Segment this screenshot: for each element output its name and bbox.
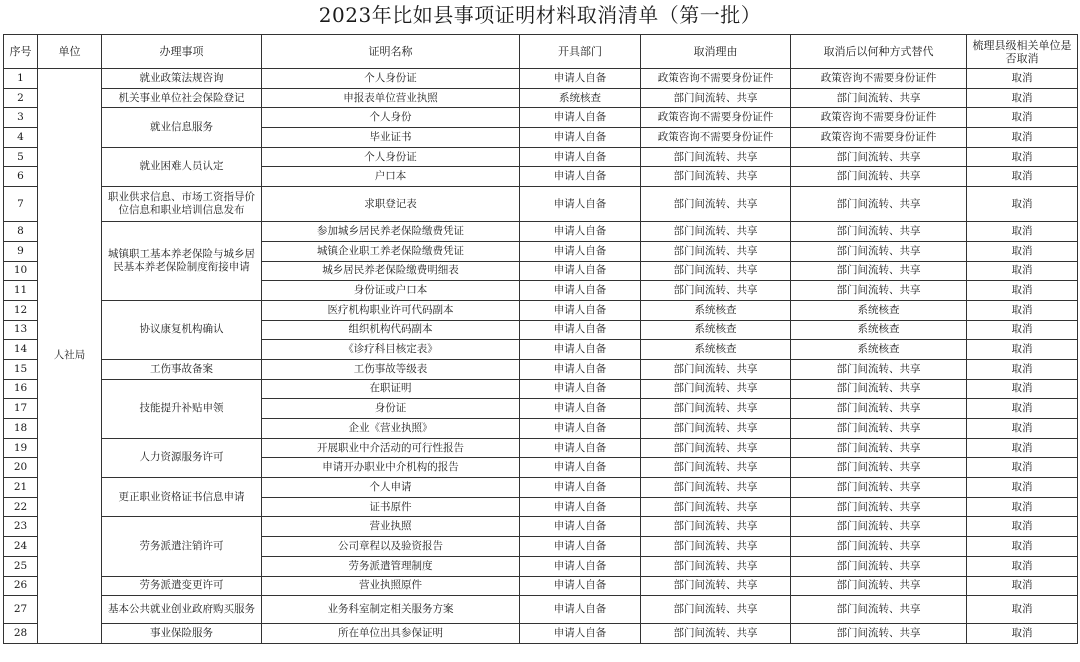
cell-item: 协议康复机构确认	[102, 300, 262, 359]
cell-replace: 系统核查	[791, 340, 967, 360]
cell-replace: 部门间流转、共享	[791, 241, 967, 261]
cell-item: 基本公共就业创业政府购买服务	[102, 596, 262, 624]
cell-cancel: 取消	[967, 167, 1078, 187]
header-reason: 取消理由	[641, 35, 791, 69]
cell-seq: 22	[4, 497, 38, 517]
cell-proof: 开展职业中介活动的可行性报告	[262, 438, 520, 458]
cell-replace: 部门间流转、共享	[791, 478, 967, 498]
cell-issuer: 申请人自备	[520, 458, 641, 478]
cell-proof: 营业执照原件	[262, 576, 520, 596]
cell-replace: 政策咨询不需要身份证件	[791, 69, 967, 89]
cell-reason: 系统核查	[641, 300, 791, 320]
cell-replace: 部门间流转、共享	[791, 261, 967, 281]
table-row	[4, 379, 1078, 399]
cell-cancel: 取消	[967, 88, 1078, 108]
cell-proof: 城乡居民养老保险缴费明细表	[262, 261, 520, 281]
cell-replace: 系统核查	[791, 320, 967, 340]
cell-cancel: 取消	[967, 399, 1078, 419]
cell-proof: 个人身份	[262, 108, 520, 128]
cell-reason: 部门间流转、共享	[641, 624, 791, 644]
cell-proof: 企业《营业执照》	[262, 419, 520, 439]
cell-reason: 部门间流转、共享	[641, 497, 791, 517]
cell-replace: 部门间流转、共享	[791, 576, 967, 596]
cell-unit: 人社局	[38, 69, 102, 644]
cell-cancel: 取消	[967, 478, 1078, 498]
cell-issuer: 申请人自备	[520, 359, 641, 379]
cell-reason: 部门间流转、共享	[641, 478, 791, 498]
cell-proof: 参加城乡居民养老保险缴费凭证	[262, 222, 520, 242]
cell-proof: 证书原件	[262, 497, 520, 517]
table-row	[4, 147, 1078, 167]
cell-replace: 部门间流转、共享	[791, 359, 967, 379]
cell-seq: 28	[4, 624, 38, 644]
cell-reason: 部门间流转、共享	[641, 419, 791, 439]
cell-reason: 部门间流转、共享	[641, 537, 791, 557]
cell-cancel: 取消	[967, 379, 1078, 399]
cell-cancel: 取消	[967, 147, 1078, 167]
cell-replace: 部门间流转、共享	[791, 167, 967, 187]
cell-seq: 14	[4, 340, 38, 360]
cell-seq: 4	[4, 128, 38, 148]
cell-reason: 政策咨询不需要身份证件	[641, 128, 791, 148]
cell-reason: 部门间流转、共享	[641, 281, 791, 301]
cell-reason: 政策咨询不需要身份证件	[641, 69, 791, 89]
cell-reason: 部门间流转、共享	[641, 88, 791, 108]
cell-item: 城镇职工基本养老保险与城乡居民基本养老保险制度衔接申请	[102, 222, 262, 301]
cell-reason: 部门间流转、共享	[641, 399, 791, 419]
header-unit: 单位	[38, 35, 102, 69]
cell-issuer: 申请人自备	[520, 222, 641, 242]
cell-issuer: 申请人自备	[520, 438, 641, 458]
table-row	[4, 187, 1078, 222]
cell-replace: 部门间流转、共享	[791, 419, 967, 439]
header-row	[4, 35, 1078, 69]
cell-seq: 1	[4, 69, 38, 89]
cell-replace: 部门间流转、共享	[791, 222, 967, 242]
cell-issuer: 申请人自备	[520, 340, 641, 360]
cell-issuer: 申请人自备	[520, 69, 641, 89]
cell-issuer: 申请人自备	[520, 281, 641, 301]
cell-issuer: 申请人自备	[520, 261, 641, 281]
cell-proof: 城镇企业职工养老保险缴费凭证	[262, 241, 520, 261]
cell-issuer: 申请人自备	[520, 108, 641, 128]
cell-issuer: 申请人自备	[520, 624, 641, 644]
cell-cancel: 取消	[967, 69, 1078, 89]
cell-seq: 8	[4, 222, 38, 242]
cell-item: 机关事业单位社会保险登记	[102, 88, 262, 108]
cell-reason: 部门间流转、共享	[641, 576, 791, 596]
cell-seq: 20	[4, 458, 38, 478]
cell-proof: 户口本	[262, 167, 520, 187]
table-row	[4, 596, 1078, 624]
cell-seq: 12	[4, 300, 38, 320]
cell-seq: 27	[4, 596, 38, 624]
cell-cancel: 取消	[967, 281, 1078, 301]
cell-cancel: 取消	[967, 320, 1078, 340]
cell-replace: 部门间流转、共享	[791, 517, 967, 537]
cell-issuer: 申请人自备	[520, 556, 641, 576]
cell-cancel: 取消	[967, 458, 1078, 478]
cancellation-table	[3, 34, 1078, 644]
table-row	[4, 359, 1078, 379]
cell-item: 劳务派遣注销许可	[102, 517, 262, 576]
cell-cancel: 取消	[967, 537, 1078, 557]
header-issuer: 开具部门	[520, 35, 641, 69]
cell-proof: 《诊疗科目核定表》	[262, 340, 520, 360]
cell-seq: 25	[4, 556, 38, 576]
cell-replace: 部门间流转、共享	[791, 537, 967, 557]
cell-proof: 劳务派遣管理制度	[262, 556, 520, 576]
cell-replace: 部门间流转、共享	[791, 458, 967, 478]
cell-proof: 组织机构代码副本	[262, 320, 520, 340]
cell-seq: 21	[4, 478, 38, 498]
cell-reason: 部门间流转、共享	[641, 379, 791, 399]
cell-cancel: 取消	[967, 108, 1078, 128]
cell-proof: 身份证	[262, 399, 520, 419]
cell-cancel: 取消	[967, 187, 1078, 222]
cell-cancel: 取消	[967, 624, 1078, 644]
cell-issuer: 申请人自备	[520, 497, 641, 517]
cell-issuer: 申请人自备	[520, 399, 641, 419]
cell-issuer: 申请人自备	[520, 128, 641, 148]
cell-seq: 11	[4, 281, 38, 301]
cell-cancel: 取消	[967, 497, 1078, 517]
cell-replace: 部门间流转、共享	[791, 147, 967, 167]
cell-issuer: 系统核查	[520, 88, 641, 108]
cell-proof: 业务科室制定相关服务方案	[262, 596, 520, 624]
cell-issuer: 申请人自备	[520, 147, 641, 167]
cell-cancel: 取消	[967, 300, 1078, 320]
cell-replace: 部门间流转、共享	[791, 497, 967, 517]
table-row	[4, 108, 1078, 128]
table-row	[4, 478, 1078, 498]
table-row	[4, 576, 1078, 596]
cell-replace: 政策咨询不需要身份证件	[791, 128, 967, 148]
cell-issuer: 申请人自备	[520, 419, 641, 439]
cell-proof: 个人申请	[262, 478, 520, 498]
cell-issuer: 申请人自备	[520, 300, 641, 320]
cell-replace: 部门间流转、共享	[791, 624, 967, 644]
cell-replace: 部门间流转、共享	[791, 88, 967, 108]
table-row	[4, 624, 1078, 644]
cell-reason: 系统核查	[641, 340, 791, 360]
cell-replace: 系统核查	[791, 300, 967, 320]
cell-seq: 6	[4, 167, 38, 187]
cell-proof: 申请开办职业中介机构的报告	[262, 458, 520, 478]
cell-proof: 个人身份证	[262, 69, 520, 89]
cell-reason: 部门间流转、共享	[641, 556, 791, 576]
cell-seq: 24	[4, 537, 38, 557]
cell-issuer: 申请人自备	[520, 187, 641, 222]
header-item: 办理事项	[102, 35, 262, 69]
cell-seq: 10	[4, 261, 38, 281]
cell-proof: 医疗机构职业许可代码副本	[262, 300, 520, 320]
table-row	[4, 517, 1078, 537]
cell-proof: 营业执照	[262, 517, 520, 537]
cell-proof: 工伤事故等级表	[262, 359, 520, 379]
cell-proof: 求职登记表	[262, 187, 520, 222]
header-seq: 序号	[4, 35, 38, 69]
cell-proof: 所在单位出具参保证明	[262, 624, 520, 644]
cell-issuer: 申请人自备	[520, 241, 641, 261]
cell-issuer: 申请人自备	[520, 537, 641, 557]
cell-reason: 部门间流转、共享	[641, 241, 791, 261]
cell-item: 事业保险服务	[102, 624, 262, 644]
cell-replace: 部门间流转、共享	[791, 379, 967, 399]
cell-reason: 部门间流转、共享	[641, 167, 791, 187]
cell-seq: 7	[4, 187, 38, 222]
cell-issuer: 申请人自备	[520, 478, 641, 498]
header-proof: 证明名称	[262, 35, 520, 69]
table-row	[4, 222, 1078, 242]
cell-reason: 部门间流转、共享	[641, 517, 791, 537]
cell-reason: 部门间流转、共享	[641, 147, 791, 167]
cell-seq: 26	[4, 576, 38, 596]
cell-item: 职业供求信息、市场工资指导价位信息和职业培训信息发布	[102, 187, 262, 222]
cell-replace: 政策咨询不需要身份证件	[791, 108, 967, 128]
cell-seq: 3	[4, 108, 38, 128]
cell-proof: 毕业证书	[262, 128, 520, 148]
cell-cancel: 取消	[967, 517, 1078, 537]
cell-item: 劳务派遣变更许可	[102, 576, 262, 596]
cell-proof: 在职证明	[262, 379, 520, 399]
cell-reason: 部门间流转、共享	[641, 438, 791, 458]
cell-seq: 15	[4, 359, 38, 379]
cell-reason: 系统核查	[641, 320, 791, 340]
cell-seq: 9	[4, 241, 38, 261]
cell-seq: 19	[4, 438, 38, 458]
header-cancel: 梳理县级相关单位是否取消	[967, 35, 1078, 69]
cell-issuer: 申请人自备	[520, 379, 641, 399]
cell-cancel: 取消	[967, 261, 1078, 281]
cell-reason: 部门间流转、共享	[641, 187, 791, 222]
cell-seq: 13	[4, 320, 38, 340]
cell-cancel: 取消	[967, 438, 1078, 458]
cell-proof: 申报表单位营业执照	[262, 88, 520, 108]
cell-reason: 政策咨询不需要身份证件	[641, 108, 791, 128]
table-row	[4, 438, 1078, 458]
cell-issuer: 申请人自备	[520, 576, 641, 596]
cell-item: 就业政策法规咨询	[102, 69, 262, 89]
cell-seq: 5	[4, 147, 38, 167]
cell-seq: 18	[4, 419, 38, 439]
cell-item: 就业困难人员认定	[102, 147, 262, 186]
cell-replace: 部门间流转、共享	[791, 187, 967, 222]
cell-cancel: 取消	[967, 222, 1078, 242]
cell-item: 更正职业资格证书信息申请	[102, 478, 262, 517]
cell-proof: 公司章程以及验资报告	[262, 537, 520, 557]
cell-proof: 个人身份证	[262, 147, 520, 167]
header-replace: 取消后以何种方式替代	[791, 35, 967, 69]
cell-reason: 部门间流转、共享	[641, 261, 791, 281]
cell-seq: 2	[4, 88, 38, 108]
cell-replace: 部门间流转、共享	[791, 556, 967, 576]
cell-proof: 身份证或户口本	[262, 281, 520, 301]
cell-item: 工伤事故备案	[102, 359, 262, 379]
cell-cancel: 取消	[967, 419, 1078, 439]
cell-reason: 部门间流转、共享	[641, 458, 791, 478]
table-row	[4, 300, 1078, 320]
cell-item: 就业信息服务	[102, 108, 262, 147]
cell-seq: 16	[4, 379, 38, 399]
cell-seq: 17	[4, 399, 38, 419]
cell-issuer: 申请人自备	[520, 596, 641, 624]
cell-issuer: 申请人自备	[520, 167, 641, 187]
cell-cancel: 取消	[967, 596, 1078, 624]
cell-replace: 部门间流转、共享	[791, 399, 967, 419]
cell-cancel: 取消	[967, 128, 1078, 148]
cell-cancel: 取消	[967, 359, 1078, 379]
cell-replace: 部门间流转、共享	[791, 281, 967, 301]
cell-reason: 部门间流转、共享	[641, 359, 791, 379]
cell-cancel: 取消	[967, 556, 1078, 576]
cell-seq: 23	[4, 517, 38, 537]
table-row	[4, 69, 1078, 89]
cell-cancel: 取消	[967, 340, 1078, 360]
cell-cancel: 取消	[967, 576, 1078, 596]
cell-replace: 部门间流转、共享	[791, 438, 967, 458]
page-title: 2023年比如县事项证明材料取消清单（第一批）	[318, 3, 762, 27]
cell-issuer: 申请人自备	[520, 517, 641, 537]
table-row	[4, 88, 1078, 108]
cell-issuer: 申请人自备	[520, 320, 641, 340]
cell-replace: 部门间流转、共享	[791, 596, 967, 624]
cell-cancel: 取消	[967, 241, 1078, 261]
cell-item: 技能提升补贴申领	[102, 379, 262, 438]
cell-reason: 部门间流转、共享	[641, 596, 791, 624]
cell-reason: 部门间流转、共享	[641, 222, 791, 242]
cell-item: 人力资源服务许可	[102, 438, 262, 477]
